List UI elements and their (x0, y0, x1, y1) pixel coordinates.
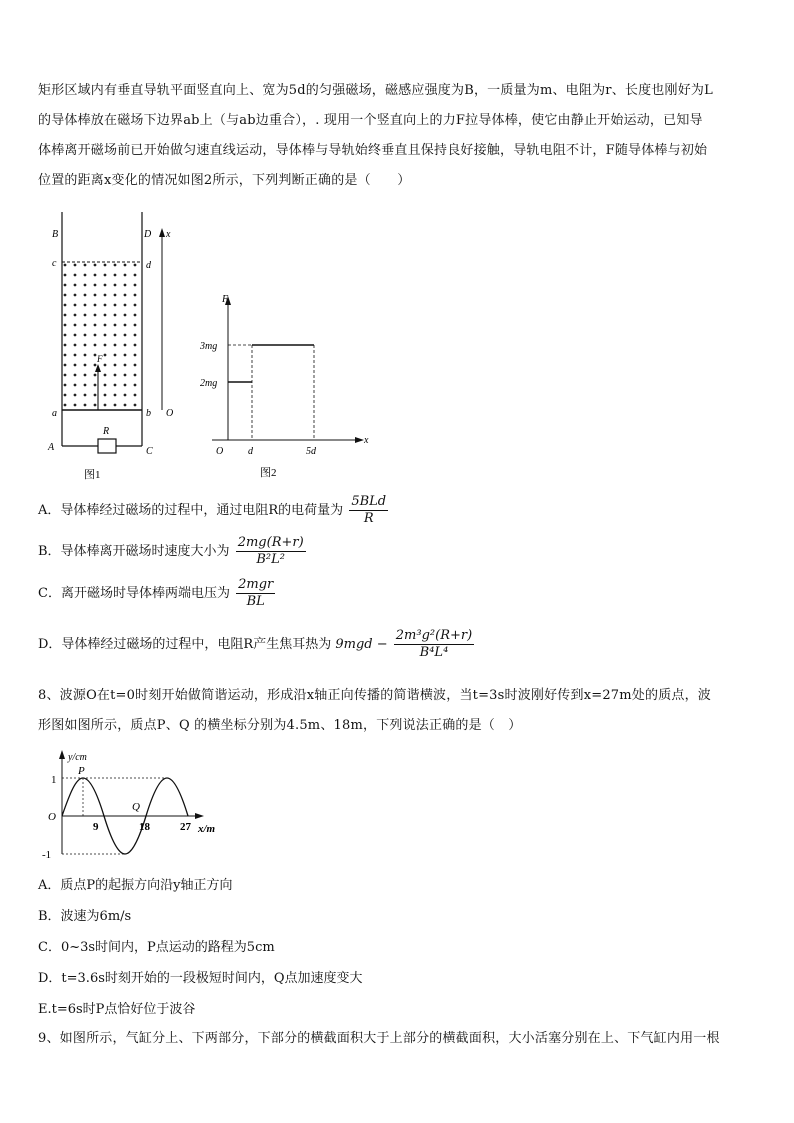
q8-option-B: B．波速为6m/s (38, 909, 132, 924)
q7-option-B-num: 2mg(R+r) (237, 535, 304, 550)
q8-stem-line-2: 形图如图所示，质点P、Q 的横坐标分别为4.5m、18m，下列说法正确的是（ ） (38, 718, 522, 733)
fig2-tick-2mg: 2mg (200, 378, 218, 389)
wave-tick-minus1: -1 (42, 849, 52, 860)
q9-stem-line-1: 9、如图所示，气缸分上、下两部分，下部分的横截面积大于上部分的横截面积，大小活塞分别在上、下气缸内用一根 (38, 1031, 720, 1046)
q7-option-A-num: 5BLd (351, 494, 387, 509)
q7-option-A (38, 494, 388, 527)
q8-stem-line-1: 8、波源O在t=0时刻开始做简谐运动，形成沿x轴正向传播的简谐横波，当t=3s时波刚好传到x=27m处的质点，波 (38, 688, 712, 703)
q7-stem-line-2: 的导体棒放在磁场下边界ab上（与ab边重合），. 现用一个竖直向上的力F拉导体棒，使它由静止开始运动，已知导 (38, 113, 703, 128)
q7-option-C-num: 2mgr (238, 577, 274, 592)
q7-option-A-den: R (363, 511, 374, 526)
q7-option-C-den: BL (246, 594, 265, 609)
q7-option-B-den: B²L² (256, 552, 285, 567)
fig2-tick-d: d (248, 446, 253, 457)
q8-option-C: C．0~3s时间内，P点运动的路程为5cm (38, 940, 275, 955)
q7-stem-line-1: 矩形区域内有垂直导轨平面竖直向上、宽为5d的匀强磁场，磁感应强度为B，一质量为m、电阻为r、长度也刚好为L (38, 83, 713, 98)
figure-2-caption: 图2 (260, 467, 277, 479)
wave-x-label: x/m (198, 823, 216, 835)
fig2-axis-F: F (222, 294, 229, 305)
q8-option-E: E.t=6s时P点恰好位于波谷 (38, 1002, 196, 1017)
wave-origin: O (48, 811, 56, 823)
label-F: F (97, 354, 103, 364)
q8-stem (38, 681, 760, 741)
label-x: x (166, 229, 171, 240)
fig2-tick-5d: 5d (306, 446, 316, 457)
wave-tick-9: 9 (93, 821, 99, 833)
figure-2-force-graph (196, 288, 376, 484)
wave-point-Q: Q (132, 801, 140, 813)
q7-option-D-lead: 9mgd − (335, 637, 388, 652)
q7-option-B (38, 535, 306, 568)
label-B: B (52, 229, 59, 240)
wave-tick-27: 27 (180, 821, 191, 833)
label-D: D (144, 229, 152, 240)
q7-option-A-text: A．导体棒经过磁场的过程中，通过电阻R的电荷量为 (38, 503, 344, 518)
q8-option-D: D．t=3.6s时刻开始的一段极短时间内，Q点加速度变大 (38, 971, 363, 986)
fig2-tick-3mg: 3mg (200, 341, 218, 352)
q7-option-D-num: 2m³g²(R+r) (395, 628, 473, 643)
figure-1-caption: 图1 (84, 469, 101, 481)
label-R: R (103, 426, 110, 437)
label-A: A (48, 442, 55, 453)
label-b: b (146, 408, 151, 419)
q7-option-B-text: B．导体棒离开磁场时速度大小为 (38, 544, 230, 559)
resistor (98, 439, 116, 453)
q7-stem (38, 76, 760, 196)
q7-option-D-fraction (394, 628, 474, 661)
q8-option-A: A．质点P的起振方向沿y轴正方向 (38, 878, 233, 893)
q7-option-D-text: D．导体棒经过磁场的过程中，电阻R产生焦耳热为 (38, 637, 332, 652)
q9-stem (38, 1024, 760, 1054)
wave-y-label: y/cm (68, 752, 87, 763)
label-O: O (166, 408, 174, 419)
wave-tick-18: 18 (139, 821, 150, 833)
label-C: C (146, 446, 153, 457)
wave-tick-1: 1 (51, 774, 57, 786)
q7-stem-line-4: 位置的距离x变化的情况如图2所示，下列判断正确的是（ ） (38, 173, 411, 188)
q7-option-D-den: B⁴L⁴ (419, 645, 449, 660)
q7-option-D (38, 628, 474, 661)
label-c: c (52, 258, 57, 269)
label-a: a (52, 408, 57, 419)
wave-point-P: P (78, 765, 85, 777)
q7-option-C (38, 577, 275, 610)
wave-graph (40, 748, 240, 860)
fig2-axis-x: x (364, 435, 369, 446)
figure-1-rails (40, 210, 190, 485)
q7-stem-line-3: 体棒离开磁场前已开始做匀速直线运动，导体棒与导轨始终垂直且保持良好接触，导轨电阻不计，F随导体棒与初始 (38, 143, 708, 158)
q7-option-A-fraction (349, 494, 388, 527)
fig2-origin: O (216, 446, 224, 457)
label-d: d (146, 260, 151, 271)
q7-option-B-fraction (236, 535, 306, 568)
q7-option-C-text: C．离开磁场时导体棒两端电压为 (38, 586, 230, 601)
q7-option-C-fraction (236, 577, 275, 610)
